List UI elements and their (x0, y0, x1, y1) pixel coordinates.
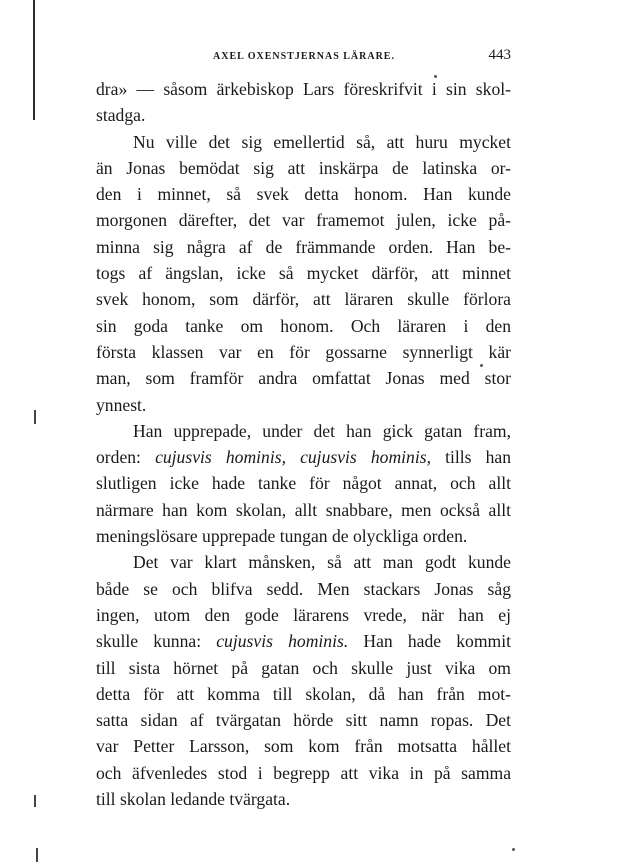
binding-edge-mark (34, 795, 36, 807)
text-line: svek honom, som därför, att läraren skulle förlora (96, 289, 511, 310)
text-line: Han upprepade, under det han gick gatan fram, (133, 420, 511, 441)
text-segment: tills han (430, 447, 511, 468)
text-line: man, som framför andra omfattat Jonas med stor (96, 368, 511, 389)
text-line: och äfvenledes stod i begrepp att vika in på samma (96, 762, 511, 783)
text-line (96, 628, 511, 654)
latin-phrase: cujusvis hominis, cujusvis hominis, (155, 447, 431, 468)
text-segment: skulle kunna: (96, 631, 217, 652)
text-line: satta sidan af tvärgatan hörde sitt namn ropas. Det (96, 710, 511, 731)
text-line: till skolan ledande tvärgata. (96, 789, 291, 810)
text-line: dra» — såsom ärkebiskop Lars föreskrifvit i sin skol- (96, 79, 511, 99)
text-line: morgonen därefter, det var framemot julen, icke på- (96, 210, 511, 231)
text-line: ingen, utom den gode lärarens vrede, när han ej (96, 604, 511, 625)
text-segment: Han hade kommit (348, 631, 511, 652)
latin-phrase: cujusvis hominis. (216, 631, 349, 652)
text-line: Nu ville det sig emellertid så, att huru mycket (133, 131, 511, 152)
page-number: 443 (488, 47, 511, 63)
text-line: närmare han kom skolan, allt snabbare, men också allt (96, 499, 511, 520)
text-line: meningslösare upprepade tungan de olyckliga orden. (96, 526, 468, 547)
text-line: första klassen var en för gossarne synnerligt kär (96, 341, 511, 362)
text-line: minna sig några af de främmande orden. Han be- (96, 236, 511, 257)
binding-edge-line (33, 0, 35, 120)
text-line: både se och blifva sedd. Men stackars Jonas såg (96, 578, 511, 599)
running-title: AXEL OXENSTJERNAS LÄRARE. (213, 51, 395, 62)
text-line: ynnest. (96, 394, 147, 415)
text-line (96, 444, 511, 470)
text-line: än Jonas bemödat sig att inskärpa de latinska or- (96, 157, 511, 178)
text-segment: orden: (96, 447, 156, 468)
text-line: till sista hörnet på gatan och skulle just vika om (96, 657, 511, 678)
text-line: slutligen icke hade tanke för något annat, och allt (96, 473, 511, 494)
text-line: togs af ängslan, icke så mycket därför, att minnet (96, 263, 511, 284)
binding-edge-mark (36, 848, 38, 862)
text-line: var Petter Larsson, som kom från motsatta hållet (96, 736, 511, 757)
text-line: den i minnet, så svek detta honom. Han kunde (96, 184, 511, 205)
text-line: stadga. (96, 105, 146, 126)
scan-speck (512, 848, 515, 851)
text-line: Det var klart månsken, så att man godt kunde (133, 552, 511, 573)
page-header (96, 47, 511, 67)
text-line: sin goda tanke om honom. Och läraren i den (96, 315, 511, 336)
binding-edge-mark (34, 410, 36, 424)
body-text (96, 76, 511, 812)
text-line: detta för att komma till skolan, då han från mot- (96, 683, 511, 704)
